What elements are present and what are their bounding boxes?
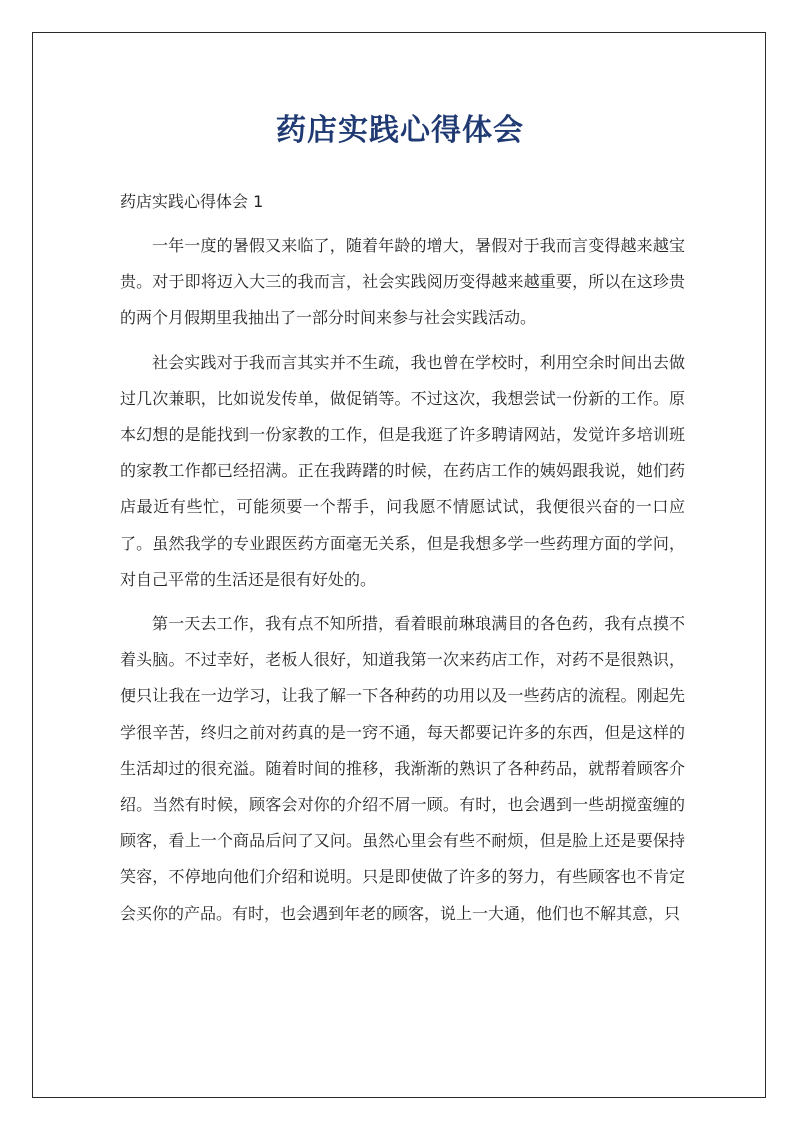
- document-title: 药店实践心得体会: [276, 113, 524, 148]
- paragraph-2: 社会实践对于我而言其实并不生疏，我也曾在学校时，利用空余时间出去做过几次兼职，比如说发传单，做促销等。不过这次，我想尝试一份新的工作。原本幻想的是能找到一份家教的工作，但是我逛了许多聘请网站，发觉许多培训班的家教工作都已经招满。正在我踌躇的时候，在药店工作的姨妈跟我说，她们药店最近有些忙，可能须要一个帮手，问我愿不情愿试试，我便很兴奋的一口应了。虽然我学的专业跟医药方面毫无关系，但是我想多学一些药理方面的学问，对自己平常的生活还是很有好处的。: [120, 352, 685, 589]
- paragraph-1: 一年一度的暑假又来临了，随着年龄的增大，暑假对于我而言变得越来越宝贵。对于即将迈入大三的我而言，社会实践阅历变得越来越重要，所以在这珍贵的两个月假期里我抽出了一部分时间来参与社会实践活动。: [120, 236, 685, 328]
- section-heading: 药店实践心得体会 1: [120, 192, 264, 211]
- document-body: [120, 228, 685, 932]
- paragraph-3: 第一天去工作，我有点不知所措，看着眼前琳琅满目的各色药，我有点摸不着头脑。不过幸好，老板人很好，知道我第一次来药店工作，对药不是很熟识，便只让我在一边学习，让我了解一下各种药的功用以及一些药店的流程。刚起先学很辛苦，终归之前对药真的是一窍不通，每天都要记许多的东西，但是这样的生活却过的很充溢。随着时间的推移，我渐渐的熟识了各种药品，就帮着顾客介绍。当然有时候，顾客会对你的介绍不屑一顾。有时，也会遇到一些胡搅蛮缠的顾客，看上一个商品后问了又问。虽然心里会有些不耐烦，但是脸上还是要保持笑容，不停地向他们介绍和说明。只是即使做了许多的努力，有些顾客也不肯定会买你的产品。有时，也会遇到年老的顾客，说上一大通，他们也不解其意，只: [120, 614, 685, 923]
